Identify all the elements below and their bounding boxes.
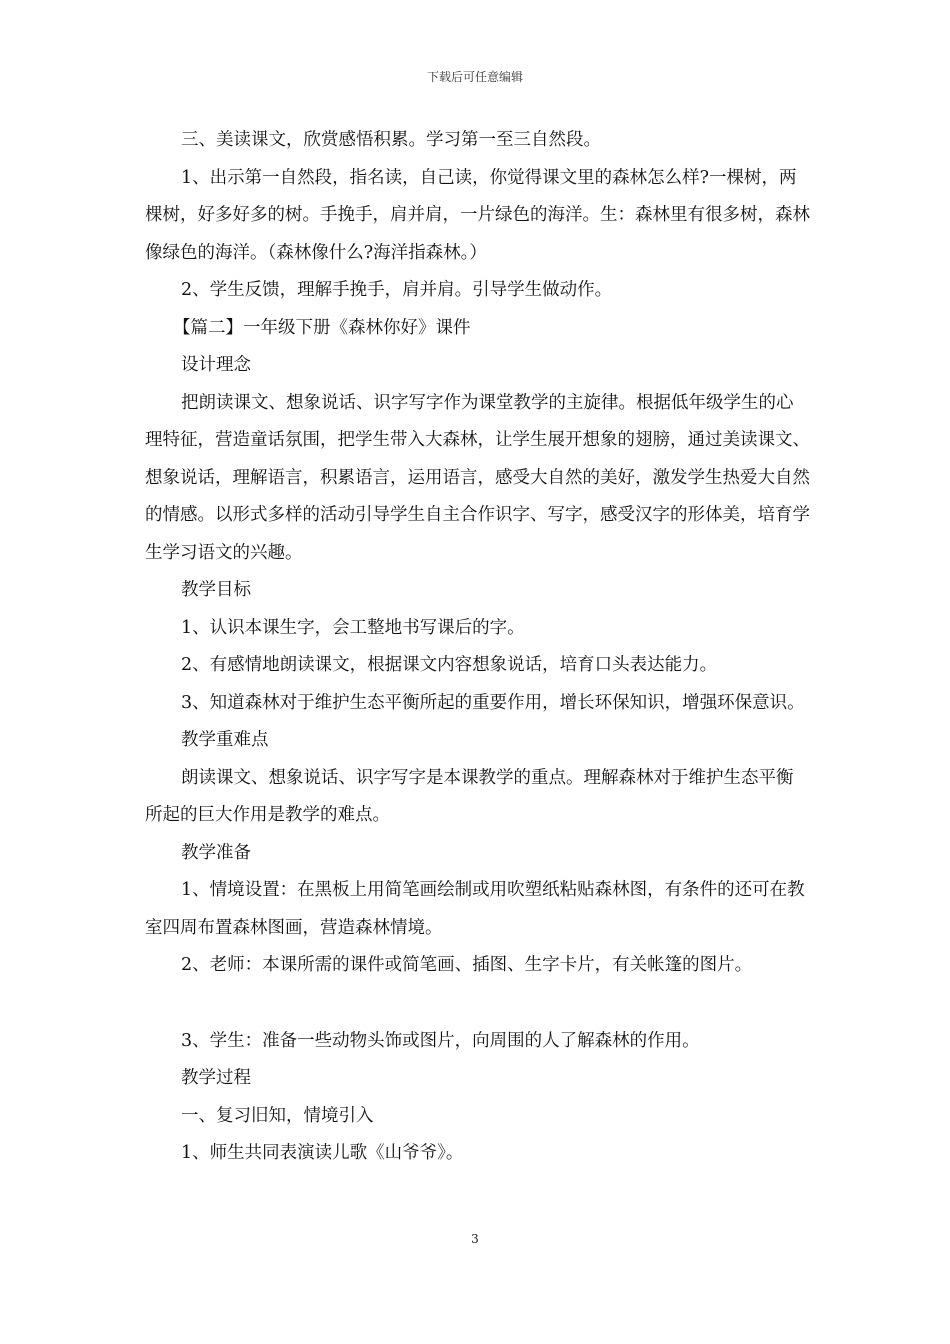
preparation-item-3: 3、学生：准备一些动物头饰或图片，向周围的人了解森林的作用。 [181, 1030, 700, 1051]
chapter-heading: 【篇二】一年级下册《森林你好》课件 [173, 317, 471, 338]
heading-design-concept: 设计理念 [181, 355, 251, 375]
heading-key-difficulties: 教学重难点 [181, 730, 269, 750]
heading-preparation: 教学准备 [181, 842, 251, 863]
goal-item-2: 2、有感情地朗读课文，根据课文内容想象说话，培育口头表达能力。 [181, 655, 718, 675]
paragraph-section-three: 三、美读课文，欣赏感悟积累。学习第一至三自然段。 [181, 130, 601, 150]
goal-item-3: 3、知道森林对于维护生态平衡所起的重要作用，增长环保知识，增强环保意识。 [181, 692, 805, 713]
preparation-item-2: 2、老师：本课所需的课件或简笔画、插图、生字卡片，有关帐篷的图片。 [181, 955, 753, 975]
goal-item-1: 1、认识本课生字，会工整地书写课后的字。 [181, 617, 525, 638]
preparation-item-1: 1、情境设置：在黑板上用简笔画绘制或用吹塑纸粘贴森林图，有条件的还可在教室四周布置森林图画，营造森林情境。 [145, 880, 805, 938]
paragraph-key-difficulties: 朗读课文、想象说话、识字写字是本课教学的重点。理解森林对于维护生态平衡所起的巨大作用是教学的难点。 [145, 767, 794, 825]
paragraph-design-concept: 把朗读课文、想象说话、识字写字作为课堂教学的主旋律。根据低年级学生的心理特征，营造童话氛围，把学生带入大森林，让学生展开想象的翅膀，通过美读课文、想象说话，理解语言，积累语言，运用语言，感受大自然的美好，激发学生热爱大自然的情感。以形式多样的活动引导学生自主合作识字、写字，感受汉字的形体美，培育学生学习语文的兴趣。 [145, 392, 810, 563]
paragraph-step-2: 2、学生反馈，理解手挽手，肩并肩。引导学生做动作。 [181, 280, 613, 300]
heading-teaching-process: 教学过程 [181, 1068, 251, 1088]
process-step-1-item-1: 1、师生共同表演读儿歌《山爷爷》。 [181, 1143, 464, 1163]
process-step-1-heading: 一、复习旧知，情境引入 [181, 1105, 374, 1126]
paragraph-step-1: 1、出示第一自然段，指名读，自己读，你觉得课文里的森林怎么样?一棵树，两棵树，好多好多的树。手挽手，肩并肩，一片绿色的海洋。生：森林里有很多树，森林像绿色的海洋。（森林像什么?海洋指森林。） [145, 167, 810, 263]
heading-teaching-goals: 教学目标 [181, 580, 251, 600]
blank-line [145, 985, 810, 1023]
page-number: 3 [471, 1232, 479, 1246]
document-body [145, 122, 810, 1173]
page-header: 下载后可任意编辑 [426, 70, 523, 84]
